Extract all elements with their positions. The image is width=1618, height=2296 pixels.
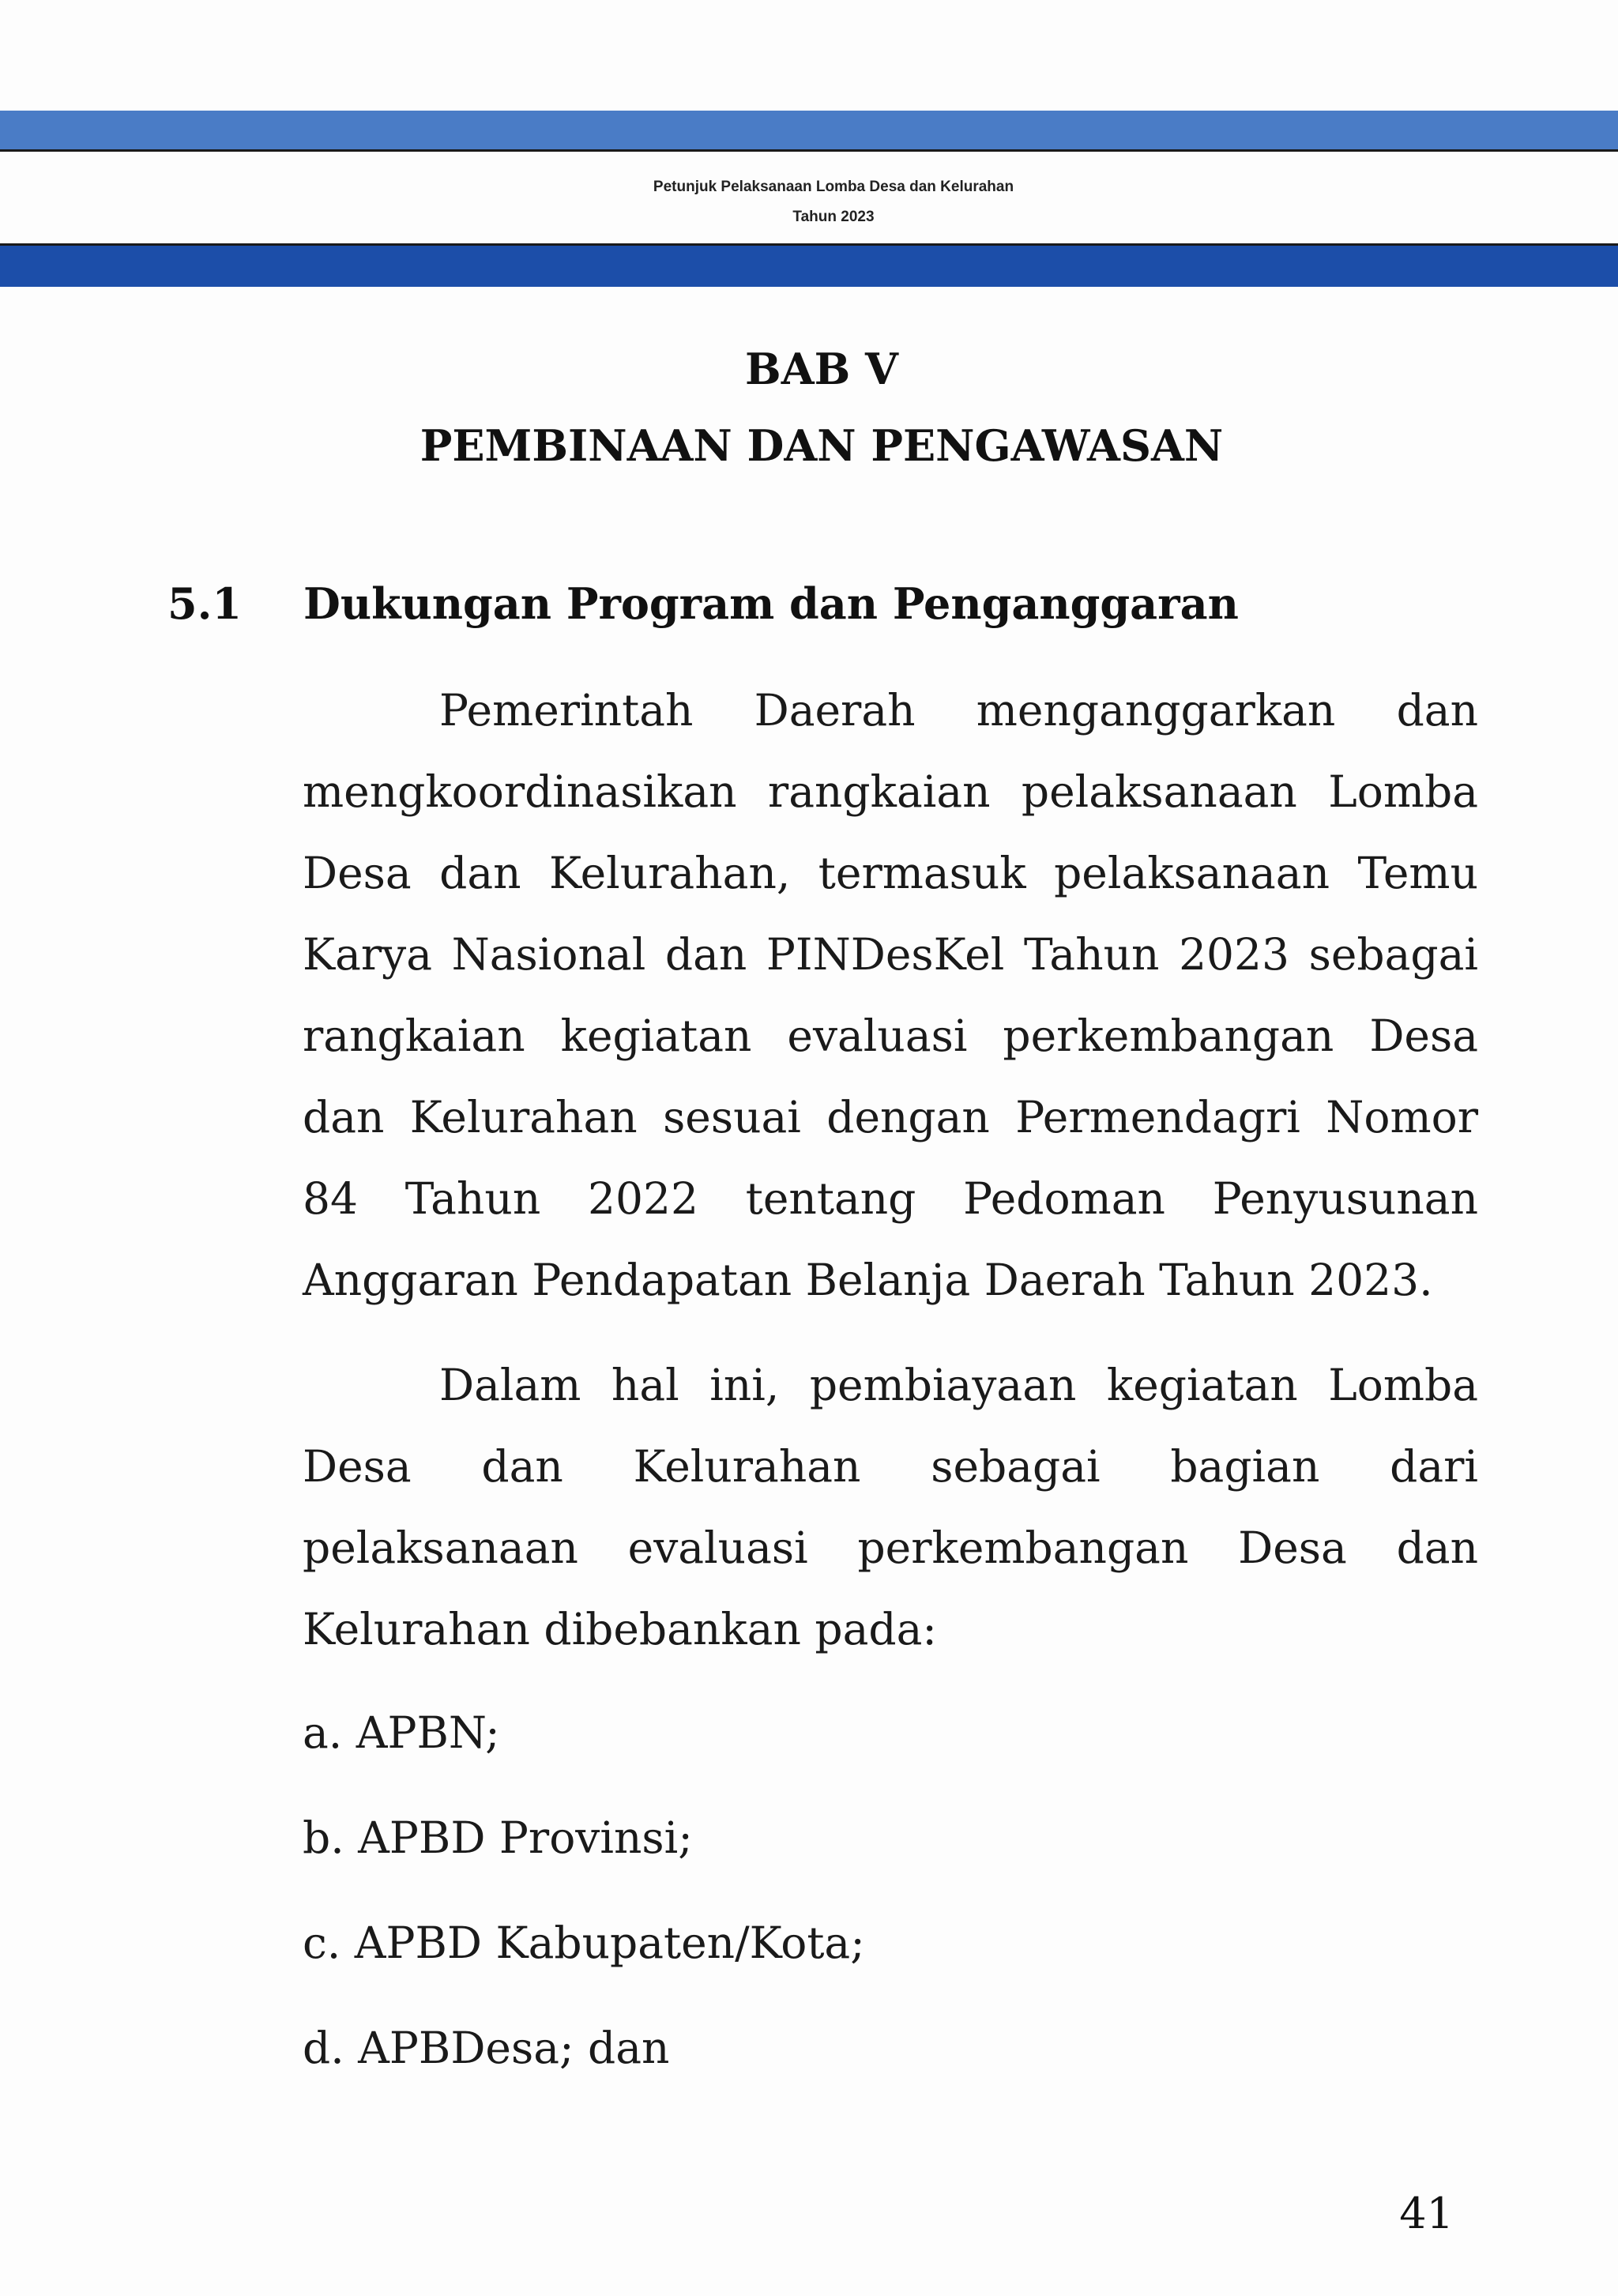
list-item: d. APBDesa; dan bbox=[303, 2023, 670, 2073]
chapter-title: PEMBINAAN DAN PENGAWASAN bbox=[420, 420, 1224, 471]
running-header bbox=[0, 172, 1618, 232]
funding-source-list bbox=[303, 1692, 865, 2113]
list-item: a. APBN; bbox=[303, 1707, 500, 1758]
list-item: c. APBD Kabupaten/Kota; bbox=[303, 1918, 865, 1968]
paragraph-budget-coordination: Pemerintah Daerah menganggarkan dan mengkoordinasikan rangkaian pelaksanaan Lomba Desa dan Kelurahan, termasuk pelaksanaan Temu Karya Nasional dan PINDesKel Tahun 2023 sebagai rangkaian kegiatan evaluasi perkembangan Desa dan Kelurahan sesuai dengan Permendagri Nomor 84 Tahun 2022 tentang Pedoman Penyusunan Anggaran Pendapatan Belanja Daerah Tahun 2023. bbox=[303, 685, 1478, 1305]
header-band-top bbox=[0, 111, 1618, 152]
chapter-number: BAB V bbox=[745, 344, 898, 394]
running-header-title: Petunjuk Pelaksanaan Lomba Desa dan Kelurahan bbox=[653, 179, 1014, 195]
section-title: Dukungan Program dan Penganggaran bbox=[303, 578, 1239, 629]
page-number: 41 bbox=[1399, 2189, 1454, 2238]
section-number: 5.1 bbox=[167, 578, 242, 629]
running-header-year: Tahun 2023 bbox=[792, 209, 875, 225]
header-band-bottom bbox=[0, 243, 1618, 287]
section-heading bbox=[167, 578, 1239, 629]
list-item: b. APBD Provinsi; bbox=[303, 1812, 693, 1863]
paragraph-funding-sources: Dalam hal ini, pembiayaan kegiatan Lomba Desa dan Kelurahan sebagai bagian dari pelaksanaan evaluasi perkembangan Desa dan Kelurahan dibebankan pada: bbox=[303, 1360, 1478, 1654]
